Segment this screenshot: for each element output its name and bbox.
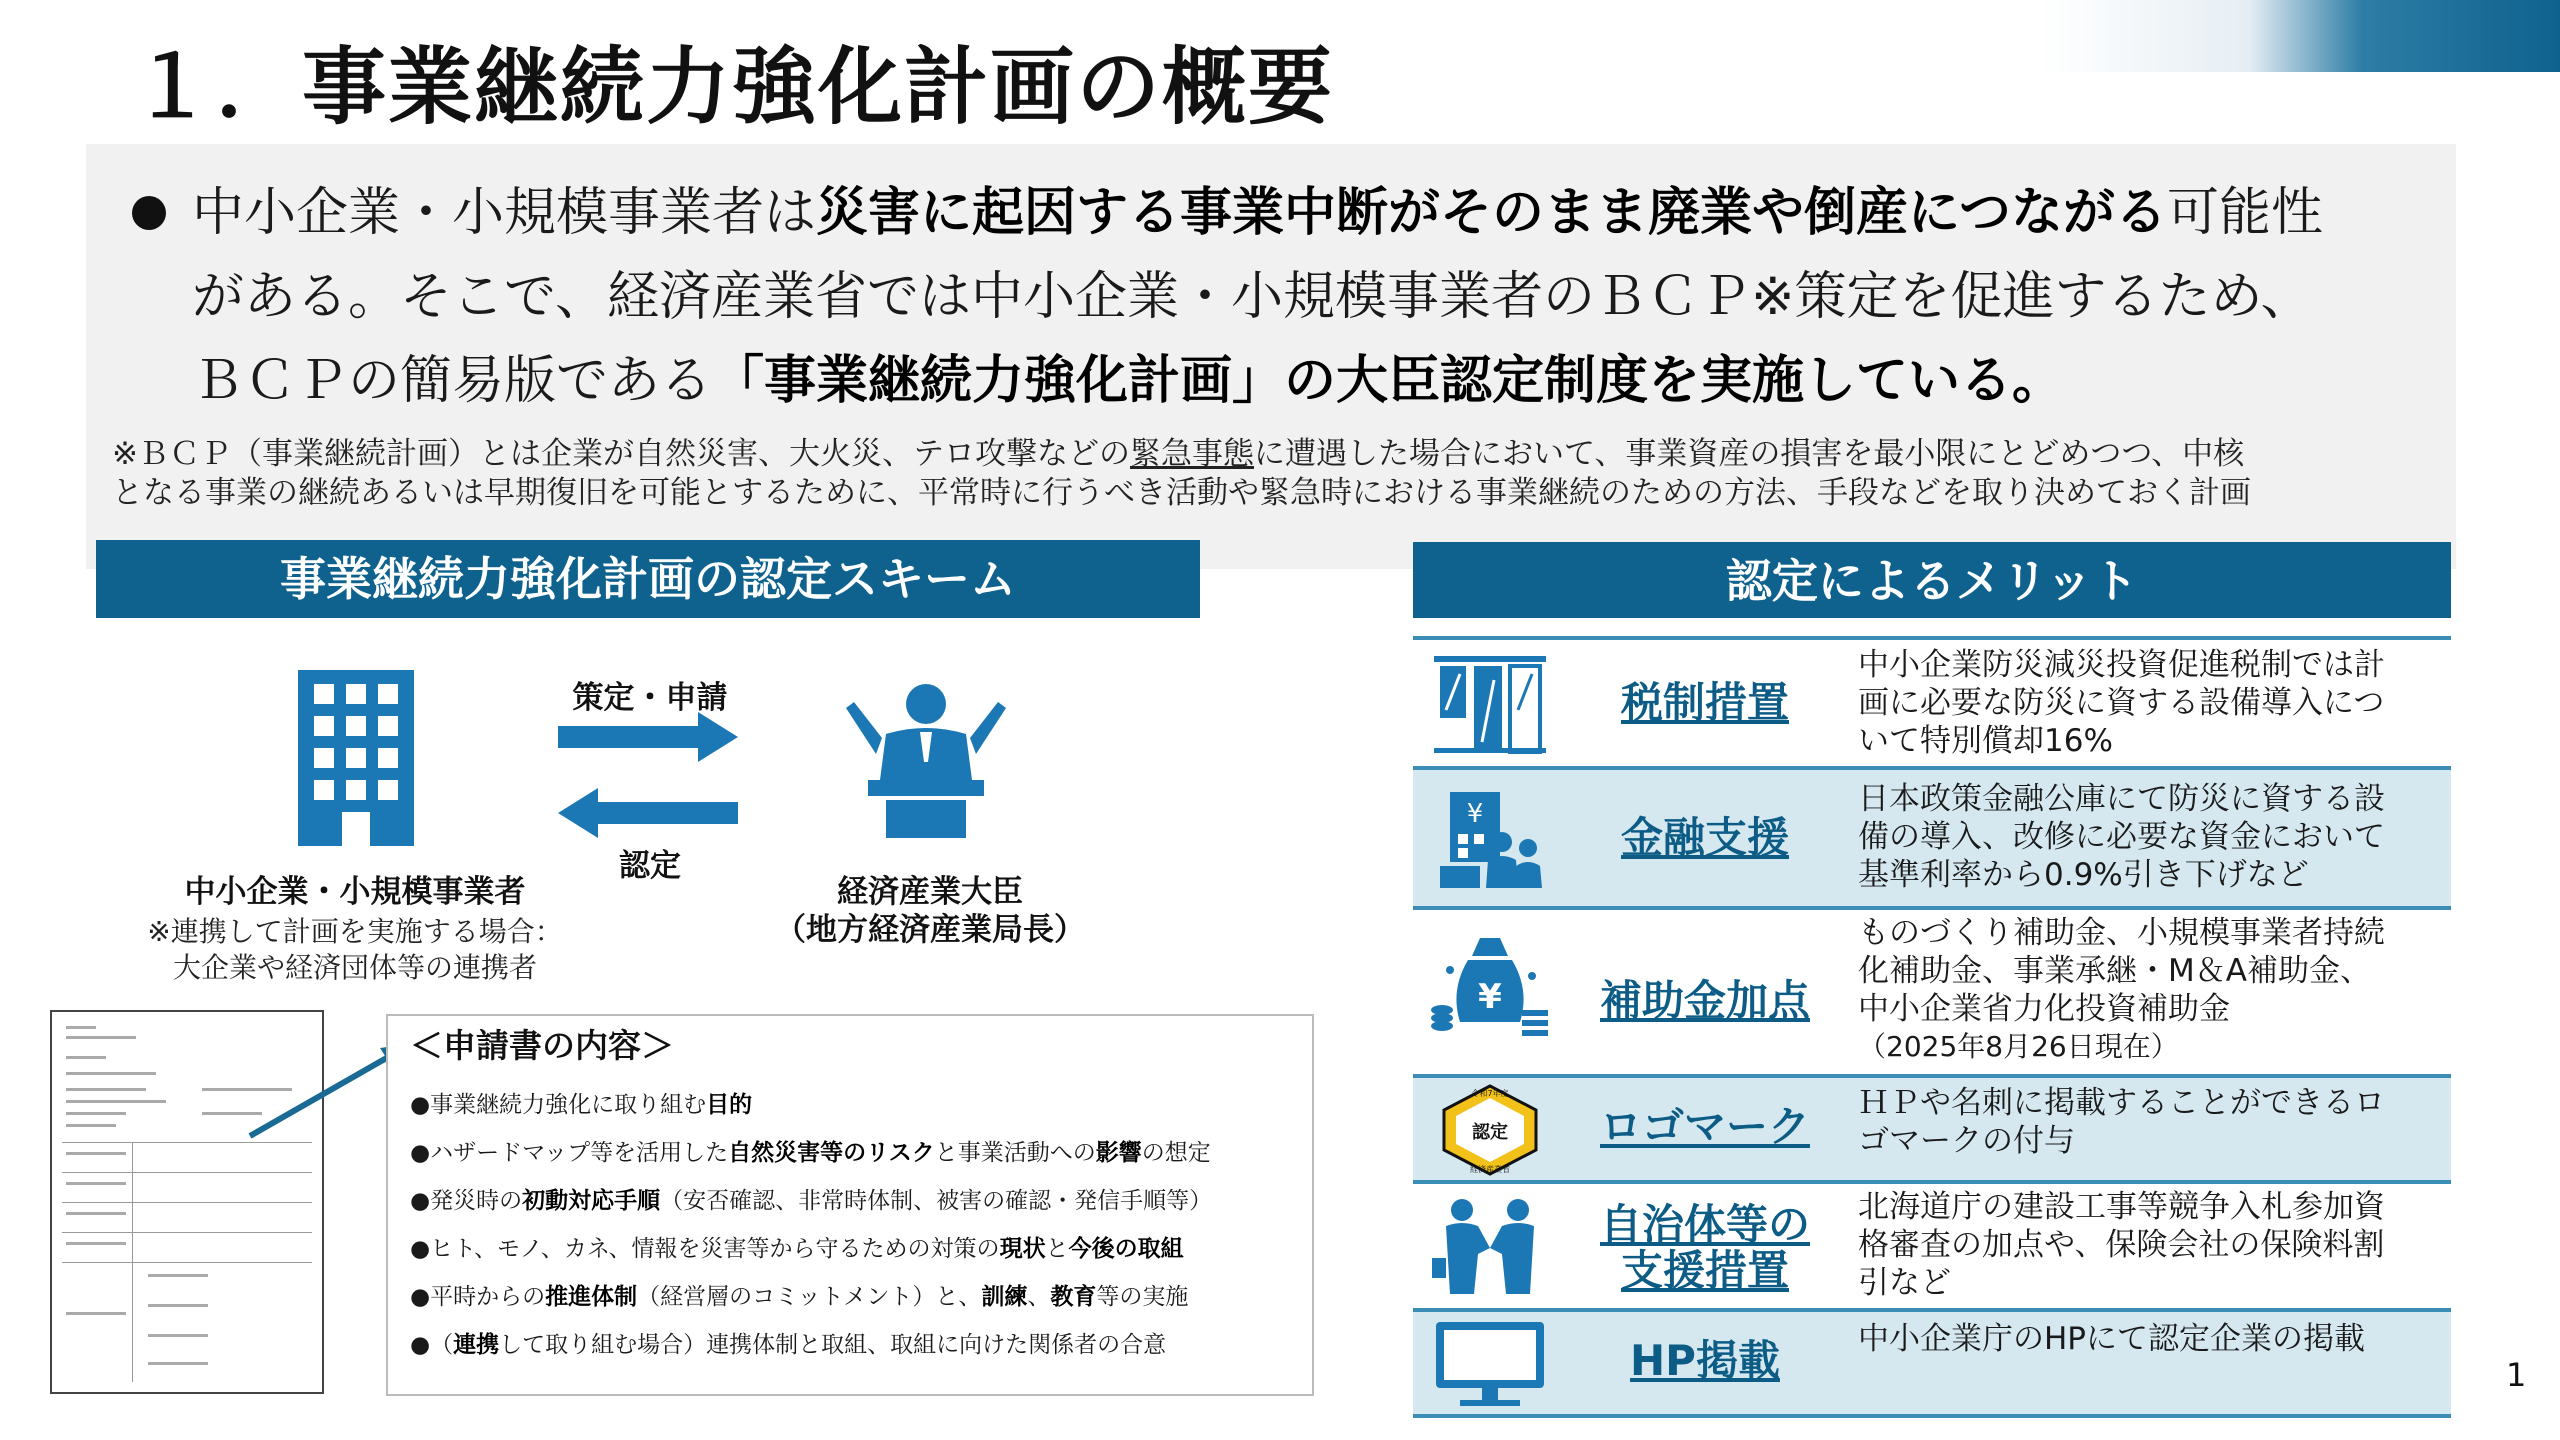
merit-desc-tax: 中小企業防災減災投資促進税制では計 画に必要な防災に資する設備導入につ いて特別償却16% — [1858, 647, 2385, 759]
svg-text:¥: ¥ — [1478, 977, 1502, 1017]
sme-label: 中小企業・小規模事業者 — [184, 874, 526, 910]
intro-line-2: がある。そこで、経済産業省では中小企業・小規模事業者のＢＣＰ※策定を促進するため、 — [192, 267, 2313, 327]
intro-line-3: ＢＣＰの簡易版である「事業継続力強化計画」の大臣認定制度を実施している。 — [192, 351, 2065, 411]
arrow-label-apply: 策定・申請 — [572, 680, 728, 716]
merit-label-hp: HP掲載 — [1630, 1336, 1780, 1385]
content-item: ●（連携して取り組む場合）連携体制と取組、取組に向けた関係者の合意 — [410, 1332, 1167, 1358]
merit-desc-logo: ＨＰや名刺に掲載することができるロ ゴマークの付与 — [1858, 1085, 2385, 1159]
intro-line-1: 中小企業・小規模事業者は災害に起因する事業中断がそのまま廃業や倒産につながる可能性 — [192, 183, 2323, 243]
scheme-section-header: 事業継続力強化計画の認定スキーム — [96, 540, 1200, 618]
svg-text:¥: ¥ — [1466, 799, 1484, 829]
merit-label-local-gov-1: 自治体等の — [1599, 1200, 1810, 1249]
office-building-icon — [298, 670, 414, 846]
svg-text:認定: 認定 — [1472, 1122, 1508, 1143]
partner-note-1: ※連携して計画を実施する場合： — [147, 915, 563, 948]
bullet-icon — [132, 196, 166, 230]
bcp-note-line-2: となる事業の継続あるいは早期復旧を可能とするために、平常時に行うべき活動や緊急時における事業継続のための方法、手段などを取り決めておく計画 — [112, 475, 2251, 511]
minister-podium-icon — [846, 682, 1006, 842]
merit-desc-finance: 日本政策金融公庫にて防災に資する設 備の導入、改修に必要な資金において 基準利率から0.9%引き下げなど — [1858, 781, 2385, 893]
merit-label-tax: 税制措置 — [1620, 678, 1789, 727]
tax-building-icon — [1430, 650, 1550, 754]
arrow-left-icon — [558, 788, 738, 838]
merit-label-logo: ロゴマーク — [1599, 1102, 1810, 1151]
merit-label-local-gov-2: 支援措置 — [1620, 1246, 1789, 1295]
logo-mark-icon — [1430, 1084, 1550, 1176]
regional-bureau-label: （地方経済産業局長） — [775, 912, 1085, 948]
merits-section-header: 認定によるメリット — [1413, 542, 2451, 618]
svg-text:令和7年度: 令和7年度 — [1471, 1089, 1509, 1098]
content-item: ●ハザードマップ等を活用した自然災害等のリスクと事業活動への影響の想定 — [410, 1140, 1211, 1166]
monitor-icon — [1430, 1318, 1550, 1410]
merit-separator — [1413, 1414, 2451, 1418]
page-number: 1 — [2506, 1356, 2527, 1394]
arrow-label-certify: 認定 — [619, 848, 681, 884]
merit-label-finance: 金融支援 — [1620, 813, 1789, 862]
header-gradient-decoration — [2040, 0, 2560, 72]
page-title: １．事業継続力強化計画の概要 — [130, 38, 1335, 136]
content-item: ●事業継続力強化に取り組む目的 — [410, 1092, 753, 1118]
merit-label-subsidy: 補助金加点 — [1599, 976, 1810, 1025]
minister-label: 経済産業大臣 — [837, 874, 1023, 910]
money-bag-icon — [1430, 930, 1550, 1040]
merit-desc-subsidy: ものづくり補助金、小規模事業者持続 化補助金、事業承継・M＆A補助金、 中小企業省力化投資補助金 （2025年8月26日現在） — [1858, 915, 2385, 1063]
arrow-right-icon — [558, 712, 738, 762]
handshake-icon — [1430, 1196, 1550, 1296]
content-item: ●発災時の初動対応手順（安否確認、非常時体制、被害の確認・発信手順等） — [410, 1188, 1213, 1214]
finance-people-icon — [1430, 790, 1550, 890]
merit-desc-local-gov: 北海道庁の建設工事等競争入札参加資 格審査の加点や、保険会社の保険料割 引など — [1858, 1189, 2385, 1301]
bcp-note-line-1: ※ＢＣＰ（事業継続計画）とは企業が自然災害、大火災、テロ攻撃などの緊急事態に遭遇した場合において、事業資産の損害を最小限にとどめつつ、中核 — [112, 436, 2245, 472]
application-contents-title: ＜申請書の内容＞ — [410, 1026, 674, 1065]
merit-desc-hp: 中小企業庁のHPにて認定企業の掲載 — [1858, 1321, 2366, 1357]
content-item: ●平時からの推進体制（経営層のコミットメント）と、訓練、教育等の実施 — [410, 1284, 1189, 1310]
content-item: ●ヒト、モノ、カネ、情報を災害等から守るための対策の現状と今後の取組 — [410, 1236, 1184, 1262]
partner-note-2: 大企業や経済団体等の連携者 — [172, 951, 537, 984]
svg-text:経済産業省: 経済産業省 — [1470, 1165, 1510, 1174]
